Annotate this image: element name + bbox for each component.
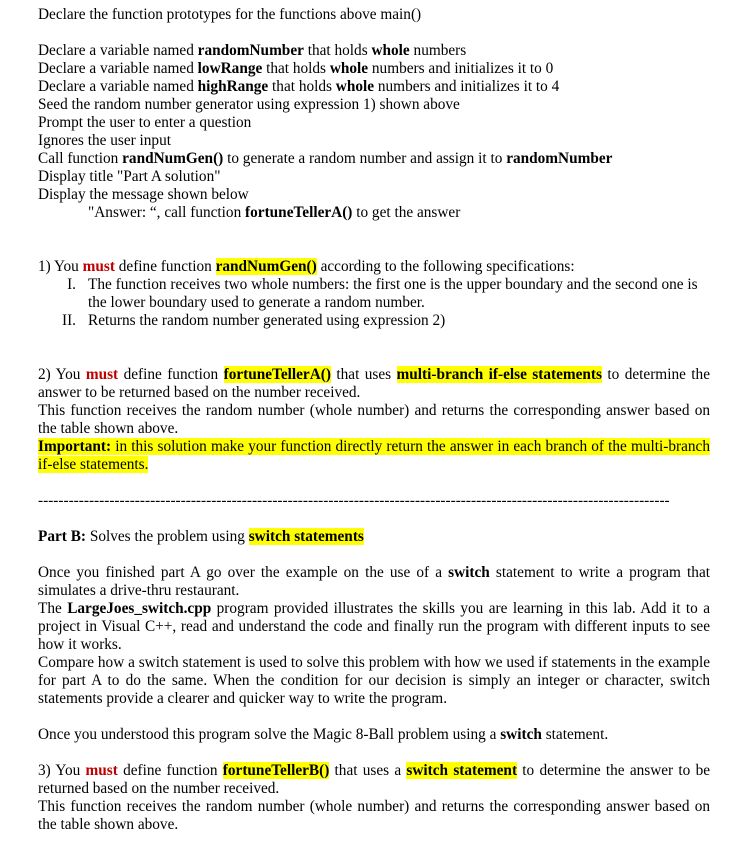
partb-title: Part B: Solves the problem using switch statements [38, 528, 364, 545]
step-display-title: Display title "Part A solution" [38, 168, 221, 185]
spec2-important-note: Important: in this solution make your function directly return the answer in each branch of the multi-branch if-else statements. [38, 438, 710, 473]
roman-numeral: I. [67, 276, 76, 293]
step-call-randnumgen: Call function randNumGen() to generate a random number and assign it to randomNumber [38, 150, 613, 167]
spec2-description: This function receives the random number (whole number) and returns the corresponding answer based on the table shown above. [38, 402, 710, 437]
section-divider: ---------------------------------------------------------------------------------------------------------------------------- [38, 492, 670, 509]
spec1-item-ii [38, 312, 710, 330]
step-seed: Seed the random number generator using expression 1) shown above [38, 96, 460, 113]
step-declare-lowrange: Declare a variable named lowRange that holds whole numbers and initializes it to 0 [38, 60, 554, 77]
partb-paragraph-4: Once you understood this program solve the Magic 8-Ball problem using a switch statement. [38, 726, 609, 743]
spec3-description: This function receives the random number (whole number) and returns the corresponding answer based on the table shown above. [38, 798, 710, 833]
document-page [38, 6, 710, 834]
spec3-intro: 3) You must define function fortuneTellerB() that uses a switch statement to determine the answer to be returned based on the number received. [38, 762, 711, 797]
roman-numeral: II. [61, 312, 76, 329]
spec1-item-i-text: The function receives two whole numbers: the first one is the upper boundary and the second one is the lower boundary used to generate a random number. [88, 276, 698, 311]
spec1-item-ii-text: Returns the random number generated using expression 2) [88, 312, 446, 329]
spec1-intro: 1) You must define function randNumGen() according to the following specifications: [38, 258, 575, 275]
step-prompt: Prompt the user to enter a question [38, 114, 252, 131]
answer-message-line: "Answer: “, call function fortuneTellerA() to get the answer [88, 204, 461, 221]
spec1-item-i [38, 276, 710, 312]
step-declare-highrange: Declare a variable named highRange that holds whole numbers and initializes it to 4 [38, 78, 560, 95]
spec2-intro: 2) You must define function fortuneTellerA() that uses multi-branch if-else statements to determine the answer to be returned based on the number received. [38, 366, 710, 401]
step-ignore-input: Ignores the user input [38, 132, 171, 149]
step-declare-randomnumber: Declare a variable named randomNumber that holds whole numbers [38, 42, 467, 59]
step-display-message: Display the message shown below [38, 186, 249, 203]
partb-paragraph-1: Once you finished part A go over the example on the use of a switch statement to write a program that simulates a drive-thru restaurant. [38, 564, 710, 599]
partb-paragraph-3: Compare how a switch statement is used to solve this problem with how we used if statements in the example for part A to do the same. When the condition for our decision is simply an integer or character, switch statements provide a clearer and quicker way to write the program. [38, 654, 710, 707]
heading-line: Declare the function prototypes for the functions above main() [38, 6, 422, 23]
partb-paragraph-2: The LargeJoes_switch.cpp program provided illustrates the skills you are learning in this lab. Add it to a project in Visual C++, read and understand the code and finally run the program with different inputs to see how it works. [38, 600, 711, 653]
